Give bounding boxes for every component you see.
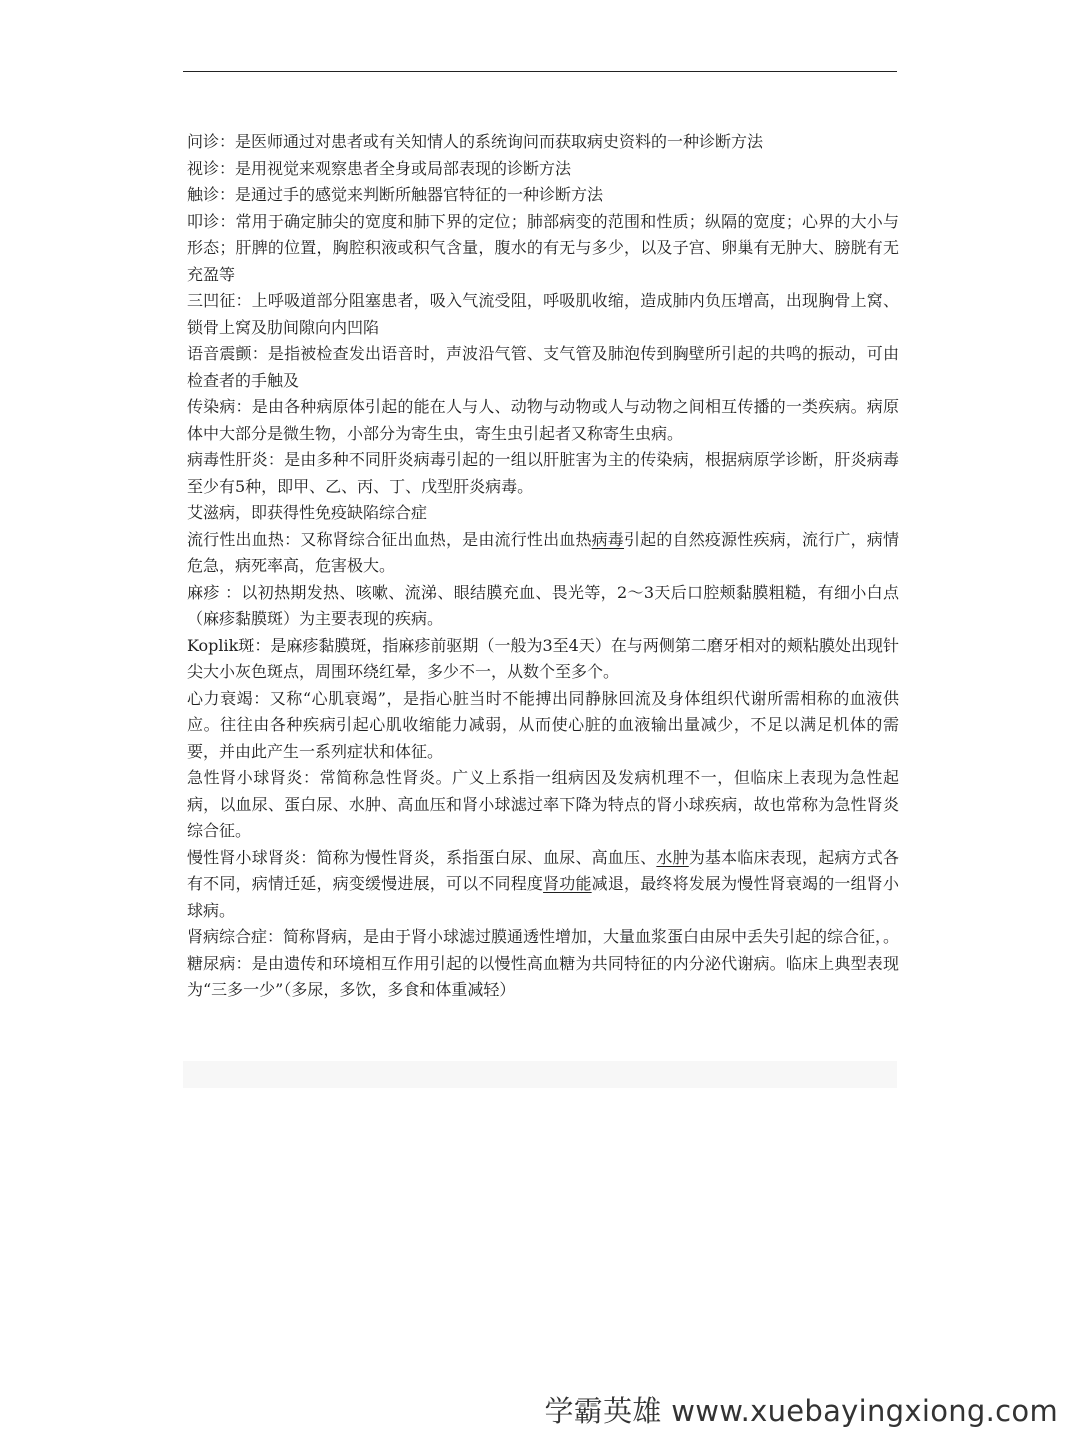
paragraph-manxing-shenyan [187,845,899,925]
paragraph-text: 减退，最终将发展为慢性肾衰竭的一组肾小球病。 [187,874,899,920]
link-shengongneng[interactable]: 肾功能 [543,874,592,893]
paragraph-wenzhen: 问诊：是医师通过对患者或有关知情人的系统询问而获取病史资料的一种诊断方法 [187,132,764,151]
paragraph-xinli-shuaijie: 心力衰竭：又称“心肌衰竭”，是指心脏当时不能搏出同静脉回流及身体组织代谢所需相称的血液供应。往往由各种疾病引起心肌收缩能力减弱，从而使心脏的血液输出量减少，不足以满足机体的需要，并由此产生一系列症状和体征。 [187,688,899,761]
paragraph-shenbing: 肾病综合症：简称肾病，是由于肾小球滤过膜通透性增加，大量血浆蛋白由尿中丢失引起的综合征，。 [187,927,900,946]
paragraph-shizhen: 视诊：是用视觉来观察患者全身或局部表现的诊断方法 [187,158,572,178]
paragraph-yuyin-zhenchan: 语音震颤：是指被检查发出语音时，声波沿气管、支气管及肺泡传到胸壁所引起的共鸣的振动，可由检查者的手触及 [187,344,899,390]
paragraph-text: 引起的自然疫源性疾病，流行广，病情危急，病死率高，危害极大。 [187,529,899,575]
paragraph-bingdu-ganyan: 病毒性肝炎：是由多种不同肝炎病毒引起的一组以肝脏害为主的传染病，根据病原学诊断，肝炎病毒至少有5种，即甲、乙、丙、丁、戊型肝炎病毒。 [187,450,899,496]
paragraph-chuxuere [187,527,899,580]
paragraph-text: 慢性肾小球肾炎：简称为慢性肾炎，系指蛋白尿、血尿、高血压、 [187,847,657,867]
paragraph-chuzhen: 触诊：是通过手的感觉来判断所触器官特征的一种诊断方法 [187,185,604,204]
paragraph-kouzhen: 叩诊：常用于确定肺尖的宽度和肺下界的定位；肺部病变的范围和性质；纵隔的宽度；心界的大小与形态；肝脾的位置，胸腔积液或积气含量，腹水的有无与多少，以及子宫、卵巢有无肿大、膀胱有无充盈等 [187,211,899,284]
paragraph-aizibing: 艾滋病，即获得性免疫缺陷综合症 [187,503,428,522]
paragraph-text: 流行性出血热：又称肾综合征出血热，是由流行性出血热 [187,529,592,549]
paragraph-tangniaobing: 糖尿病：是由遗传和环境相互作用引起的以慢性高血糖为共同特征的内分泌代谢病。临床上典型表现为“三多一少”（多尿，多饮，多食和体重减轻） [187,953,899,999]
paragraph-text: 为基本临床表现，起病方式各有不同，病情迁延，病变缓慢进展，可以不同程度 [187,847,899,893]
footer-shaded-block [183,1061,897,1088]
paragraph-koplik: Koplik斑：是麻疹黏膜斑，指麻疹前驱期（一般为3至4天）在与两侧第二磨牙相对的颊粘膜处出现针尖大小灰色斑点，周围环绕红晕，多少不一，从数个至多个。 [187,635,899,681]
watermark-text: 学霸英雄 www.xuebayingxiong.com [544,1394,1058,1428]
paragraph-sanaozheng: 三凹征：上呼吸道部分阻塞患者，吸入气流受阻，呼吸肌收缩，造成肺内负压增高，出现胸骨上窝、锁骨上窝及肋间隙向内凹陷 [187,291,899,337]
link-bingdu[interactable]: 病毒 [591,529,624,549]
document-body [187,129,899,1004]
paragraph-chuanranbing: 传染病：是由各种病原体引起的能在人与人、动物与动物或人与动物之间相互传播的一类疾病。病原体中大部分是微生物，小部分为寄生虫，寄生虫引起者又称寄生虫病。 [187,397,899,443]
paragraph-jixing-shenyan: 急性肾小球肾炎：常简称急性肾炎。广义上系指一组病因及发病机理不一，但临床上表现为急性起病，以血尿、蛋白尿、水肿、高血压和肾小球滤过率下降为特点的肾小球疾病，故也常称为急性肾炎综合征。 [187,768,899,840]
paragraph-mazhen: 麻疹 ：以初热期发热、咳嗽、流涕、眼结膜充血、畏光等，2～3天后口腔颊黏膜粗糙，有细小白点（麻疹黏膜斑）为主要表现的疾病。 [187,582,899,628]
header-rule [183,71,897,72]
link-shuizhong[interactable]: 水肿 [656,847,689,867]
